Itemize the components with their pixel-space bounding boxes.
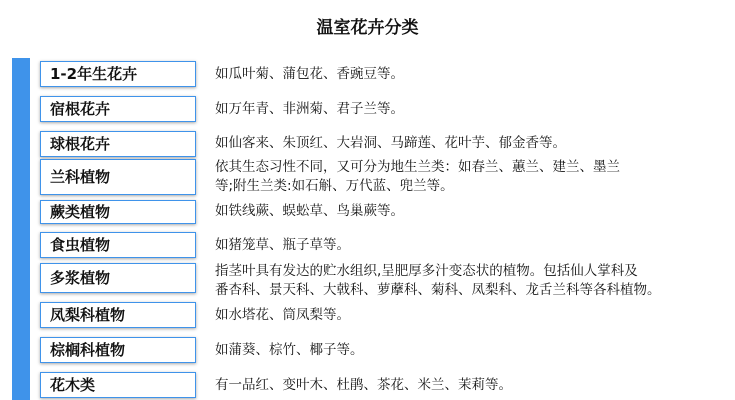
category-label: 蕨类植物	[40, 200, 196, 224]
description-line: 如水塔花、筒凤梨等。	[215, 307, 350, 323]
category-description	[215, 341, 720, 360]
category-label: 凤梨科植物	[40, 302, 196, 328]
category-description	[215, 262, 720, 300]
description-line: 如蒲葵、棕竹、椰子等。	[215, 342, 364, 358]
category-description	[215, 376, 720, 395]
category-label: 1-2年生花卉	[40, 61, 196, 87]
page-title: 温室花卉分类	[316, 18, 419, 38]
category-label: 多浆植物	[40, 263, 196, 293]
description-line: 等;附生兰类:如石斛、万代蓝、兜兰等。	[215, 178, 454, 194]
description-line: 如铁线蕨、蜈蚣草、鸟巢蕨等。	[215, 203, 404, 219]
description-line: 番杏科、景天科、大戟科、萝藦科、菊科、凤梨科、龙舌兰科等各科植物。	[215, 282, 661, 298]
category-label: 宿根花卉	[40, 96, 196, 122]
category-label: 兰科植物	[40, 159, 196, 195]
description-line: 如仙客来、朱顶红、大岩洞、马蹄莲、花叶芋、郁金香等。	[215, 135, 566, 151]
category-label: 球根花卉	[40, 131, 196, 157]
accent-bar	[12, 58, 30, 400]
category-description	[215, 158, 720, 196]
category-description	[215, 202, 720, 221]
category-label: 花木类	[40, 372, 196, 398]
description-line: 指茎叶具有发达的贮水组织,呈肥厚多汁变态状的植物。包括仙人掌科及	[215, 263, 638, 279]
description-line: 依其生态习性不同，又可分为地生兰类：如春兰、蕙兰、建兰、墨兰	[215, 159, 620, 175]
description-line: 如猪笼草、瓶子草等。	[215, 237, 350, 253]
category-description	[215, 306, 720, 325]
category-label: 棕榈科植物	[40, 337, 196, 363]
description-line: 有一品红、变叶木、杜鹃、茶花、米兰、茉莉等。	[215, 377, 512, 393]
description-line: 如万年青、非洲菊、君子兰等。	[215, 101, 404, 117]
category-label: 食虫植物	[40, 232, 196, 258]
description-line: 如瓜叶菊、蒲包花、香豌豆等。	[215, 66, 404, 82]
category-description	[215, 100, 720, 119]
category-description	[215, 236, 720, 255]
category-description	[215, 65, 720, 84]
category-description	[215, 134, 720, 153]
